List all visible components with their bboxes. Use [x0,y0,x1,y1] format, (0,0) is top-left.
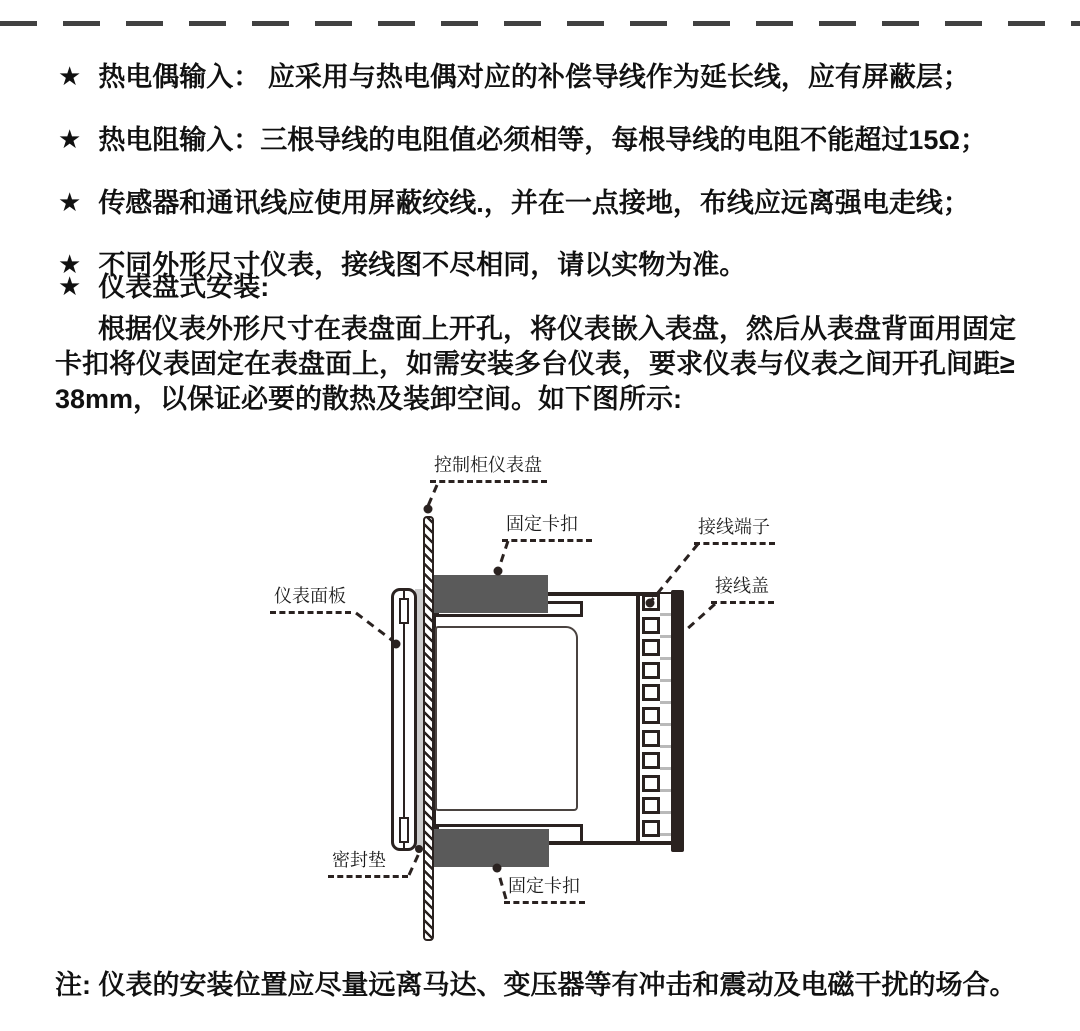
fixing-clip-top [432,575,548,613]
wiring-cover-bar [671,590,684,852]
fixing-clip-bottom [433,829,549,867]
faceplate-slot-bottom [399,817,409,843]
label-fixing-clip-top: 固定卡扣 [502,512,592,542]
bottom-note: 注: 仪表的安装位置应尽量远离马达、变压器等有冲击和震动及电磁干扰的场合。 [55,970,1017,1000]
panel-leader-line [428,485,437,506]
terminal-square [642,820,660,837]
gasket-leader-dot [415,845,423,853]
star-bullet-icon: ★ [58,187,82,217]
clip-rail-bottom [436,824,583,844]
instrument-faceplate [391,588,417,851]
section-heading-panel-mount [58,272,269,302]
bullet-text: 传感器和通讯线应使用屏蔽绞线.，并在一点接地，布线应远离强电走线； [98,188,970,218]
label-fixing-clip-bottom: 固定卡扣 [504,874,585,904]
star-bullet-icon: ★ [58,249,82,279]
bullet-text: 不同外形尺寸仪表，接线图不尽相同，请以实物为准。 [98,250,747,280]
paragraph-line: 卡扣将仪表固定在表盘面上，如需安装多台仪表，要求仪表与仪表之间开孔间距≥ [55,349,1015,379]
clip-top-leader-dot [494,567,503,576]
label-sealing-gasket: 密封垫 [328,848,408,878]
clip-bottom-leader-line [498,871,506,899]
paragraph-line: 38mm，以保证必要的散热及装卸空间。如下图所示: [55,384,683,414]
terminal-square [642,707,660,724]
faceplate-slot-top [399,598,409,624]
star-bullet-icon: ★ [58,271,82,301]
cabinet-panel-hatched-bar [423,516,434,941]
sealing-gasket [415,589,423,850]
clip-rail-top [436,601,583,617]
paragraph-line: 根据仪表外形尺寸在表盘面上开孔，将仪表嵌入表盘，然后从表盘背面用固定 [98,314,1016,344]
page-top-dashed-border [0,21,1080,26]
label-wiring-terminal: 接线端子 [694,515,775,545]
faceplate-leader-line [356,613,393,641]
label-instrument-faceplate: 仪表面板 [270,584,351,614]
bullet-text: 热电阻输入：三根导线的电阻值必须相等，每根导线的电阻不能超过15Ω； [98,125,987,155]
bullet-thermocouple-input [58,62,970,92]
instrument-inner-module [435,626,578,811]
bullet-sensor-wiring [58,188,970,218]
bullet-text: 热电偶输入： 应采用与热电偶对应的补偿导线作为延长线，应有屏蔽层； [98,62,970,92]
gasket-leader-line [409,851,420,875]
instrument-body [432,592,640,845]
terminal-strip-body [660,594,671,844]
terminal-square [642,730,660,747]
body-bottom-edge [636,841,682,845]
bullet-rtd-input [58,125,987,155]
clip-bottom-leader-dot [493,864,502,873]
faceplate-leader-dot [392,640,401,649]
terminal-leader-line [652,544,698,600]
terminal-block [642,594,660,845]
label-cabinet-panel: 控制柜仪表盘 [430,453,547,483]
body-top-edge [636,592,671,596]
terminal-square [642,617,660,634]
terminal-square [642,684,660,701]
section-heading-text: 仪表盘式安装: [98,272,270,302]
label-wiring-cover: 接线盖 [711,574,774,604]
cover-leader-line [686,604,715,630]
star-bullet-icon: ★ [58,124,82,154]
terminal-square [642,775,660,792]
panel-leader-dot [424,505,433,514]
terminal-square [642,594,660,611]
terminal-square [642,752,660,769]
star-bullet-icon: ★ [58,61,82,91]
installation-paragraph [55,312,1040,417]
terminal-square [642,639,660,656]
clip-top-leader-line [499,541,508,568]
terminal-leader-dot [646,599,655,608]
terminal-square [642,662,660,679]
terminal-square [642,797,660,814]
faceplate-bezel-line [403,591,405,848]
